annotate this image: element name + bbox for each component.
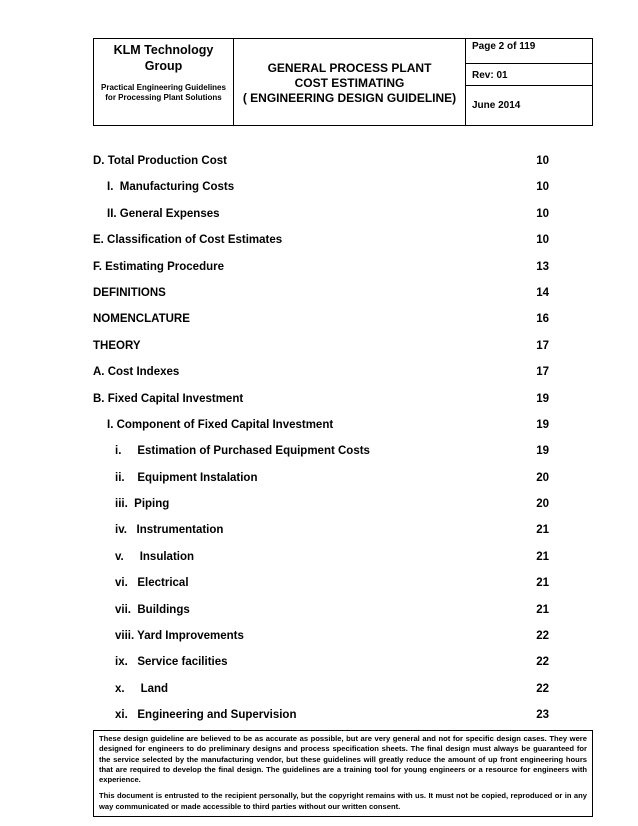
toc-entry-title: iv. Instrumentation [115,524,224,537]
toc-entry[interactable] [93,517,549,543]
toc-entry-page: 23 [536,709,549,722]
toc-entry[interactable] [93,438,549,464]
toc-entry[interactable] [93,227,549,253]
toc-entry-title: I. Manufacturing Costs [107,181,235,194]
toc-entry-page: 19 [536,418,549,431]
toc-entry[interactable] [93,544,549,570]
toc-entry[interactable] [93,359,549,385]
toc-entry[interactable] [93,623,549,649]
toc-entry-page: 22 [536,682,549,695]
issue-date: June 2014 [472,100,521,111]
toc-entry[interactable] [93,412,549,438]
revision: Rev: 01 [466,64,592,86]
toc-entry-page: 19 [536,392,549,405]
toc-entry-title: xi. Engineering and Supervision [115,709,297,722]
toc-entry-page: 20 [536,471,549,484]
toc-entry-title: v. Insulation [115,550,195,563]
toc-entry[interactable] [93,676,549,702]
toc-entry-title: DEFINITIONS [93,286,166,299]
title-line-2: COST ESTIMATING [294,76,405,90]
toc-entry[interactable] [93,386,549,412]
toc-entry-title: D. Total Production Cost [93,155,227,167]
document-title [234,39,466,125]
toc-entry[interactable] [93,254,549,280]
toc-entry-title: x. Land [115,682,169,695]
toc-entry-page: 14 [536,286,549,299]
company-name-line1: KLM Technology [113,43,214,57]
toc-entry-title: II. General Expenses [107,207,220,220]
toc-entry-title: ix. Service facilities [115,656,228,669]
table-of-contents [93,148,549,729]
toc-entry-page: 21 [536,603,549,616]
toc-entry-title: THEORY [93,339,141,352]
toc-entry-page: 10 [536,155,549,167]
toc-entry[interactable] [93,465,549,491]
toc-entry[interactable] [93,306,549,332]
toc-entry[interactable] [93,333,549,359]
toc-entry-title: ii. Equipment Instalation [115,471,258,484]
toc-entry[interactable] [93,597,549,623]
company-block [94,39,234,125]
toc-entry-title: iii. Piping [115,498,170,511]
copyright-notice: This document is entrusted to the recipient personally, but the copyright remains with us. It must not be copied, reproduced or in any way communicated or made accessible to third parties without our written consent. [99,791,587,811]
toc-entry-page: 21 [536,577,549,590]
toc-entry-title: vii. Buildings [115,603,190,616]
title-line-1: GENERAL PROCESS PLANT [267,61,432,75]
toc-entry-page: 10 [536,181,549,194]
disclaimer-footer [93,730,593,817]
toc-entry-page: 16 [536,313,549,326]
toc-entry-page: 21 [536,550,549,563]
page-number: Page 2 of 119 [466,39,592,64]
toc-entry-page: 13 [536,260,549,273]
toc-entry[interactable] [93,649,549,675]
toc-entry-title: i. Estimation of Purchased Equipment Costs [115,445,370,458]
toc-entry-page: 10 [536,207,549,220]
toc-entry-title: B. Fixed Capital Investment [93,392,244,405]
toc-entry[interactable] [93,491,549,517]
toc-entry[interactable] [93,201,549,227]
toc-entry-title: vi. Electrical [115,577,189,590]
toc-entry[interactable] [93,148,549,174]
title-line-3: ( ENGINEERING DESIGN GUIDELINE) [242,91,457,105]
company-tagline: Practical Engineering Guidelines for Processing Plant Solutions [101,83,226,102]
document-header [93,38,593,126]
toc-entry-title: NOMENCLATURE [93,313,190,326]
toc-entry[interactable] [93,280,549,306]
document-meta [466,39,592,125]
toc-entry[interactable] [93,570,549,596]
company-name-line2: Group [144,59,183,73]
toc-entry-page: 20 [536,498,549,511]
toc-entry[interactable] [93,174,549,200]
toc-entry-page: 17 [536,339,549,352]
toc-entry-page: 22 [536,630,549,643]
toc-entry-title: F. Estimating Procedure [93,260,225,273]
toc-entry[interactable] [93,702,549,728]
toc-entry-page: 21 [536,524,549,537]
toc-entry-title: E. Classification of Cost Estimates [93,234,283,247]
toc-entry-page: 22 [536,656,549,669]
toc-entry-title: A. Cost Indexes [93,366,180,379]
toc-entry-title: viii. Yard Improvements [115,630,244,643]
toc-entry-title: I. Component of Fixed Capital Investment [107,418,334,431]
toc-entry-page: 17 [536,366,549,379]
company-name [94,42,233,74]
toc-entry-page: 10 [536,234,549,247]
disclaimer-text: These design guideline are believed to be as accurate as possible, but are very general and not for specific design cases. They were designed for engineers to do preliminary designs and process specification sheets. The final design must always be guaranteed for the service selected by the manufacturing vendor, but these guidelines will greatly reduce the amount of up front engineering hours that are required to develop the final design. The guidelines are a training tool for young engineers or a resource for engineers with experience. [99,734,587,785]
toc-entry-page: 19 [536,445,549,458]
